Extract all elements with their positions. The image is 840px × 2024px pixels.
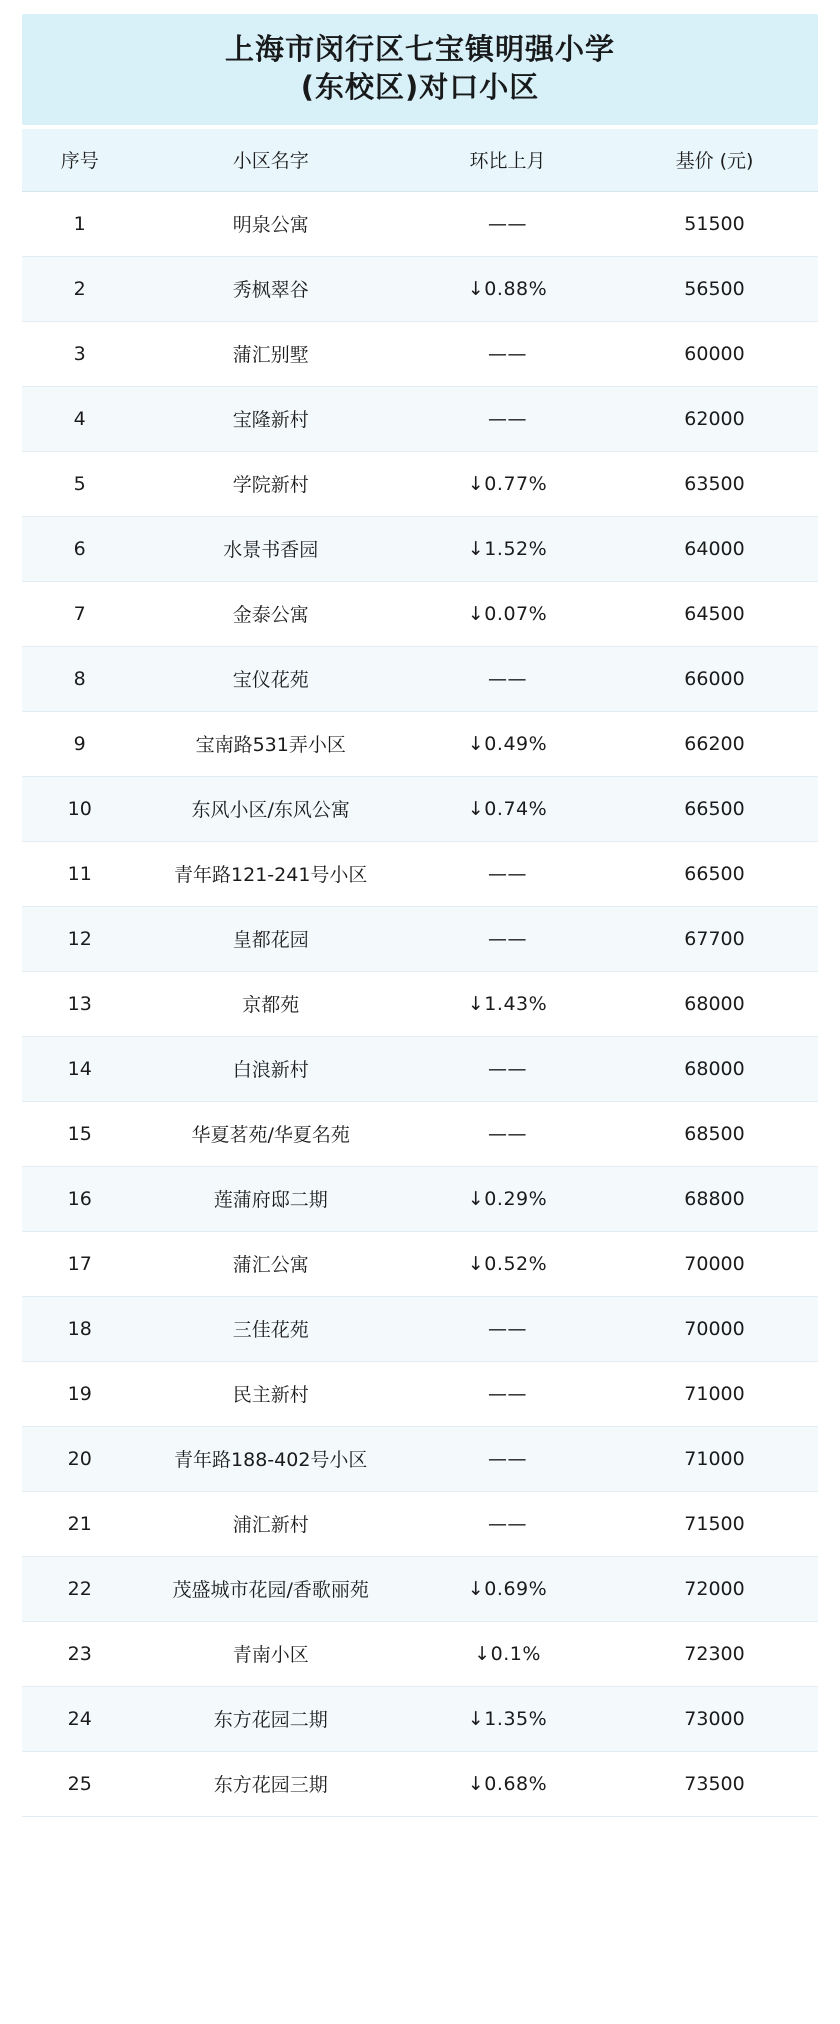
cell-base-price: 66000 <box>611 646 818 711</box>
table-row <box>22 1621 818 1686</box>
cell-community-name: 青年路188-402号小区 <box>137 1426 404 1491</box>
cell-month-change: —— <box>404 1491 611 1556</box>
cell-month-change: ↓0.29% <box>404 1166 611 1231</box>
cell-month-change: ↓0.69% <box>404 1556 611 1621</box>
cell-index: 4 <box>22 386 137 451</box>
cell-index: 13 <box>22 971 137 1036</box>
cell-index: 10 <box>22 776 137 841</box>
cell-community-name: 青南小区 <box>137 1621 404 1686</box>
cell-month-change: ↓0.77% <box>404 451 611 516</box>
table-row <box>22 321 818 386</box>
cell-index: 20 <box>22 1426 137 1491</box>
community-price-table <box>22 129 818 1817</box>
cell-community-name: 蒲汇别墅 <box>137 321 404 386</box>
cell-community-name: 民主新村 <box>137 1361 404 1426</box>
cell-base-price: 73000 <box>611 1686 818 1751</box>
cell-index: 7 <box>22 581 137 646</box>
cell-index: 8 <box>22 646 137 711</box>
cell-base-price: 66500 <box>611 776 818 841</box>
column-header-price: 基价 (元) <box>611 129 818 192</box>
cell-base-price: 71000 <box>611 1426 818 1491</box>
table-row <box>22 516 818 581</box>
cell-index: 9 <box>22 711 137 776</box>
cell-base-price: 70000 <box>611 1296 818 1361</box>
cell-community-name: 三佳花苑 <box>137 1296 404 1361</box>
table-row <box>22 1231 818 1296</box>
page-title-line-1: 上海市闵行区七宝镇明强小学 <box>224 32 615 66</box>
cell-index: 16 <box>22 1166 137 1231</box>
cell-index: 15 <box>22 1101 137 1166</box>
table-row <box>22 256 818 321</box>
cell-month-change: ↓0.74% <box>404 776 611 841</box>
cell-base-price: 72000 <box>611 1556 818 1621</box>
table-row <box>22 646 818 711</box>
cell-index: 25 <box>22 1751 137 1816</box>
cell-community-name: 青年路121-241号小区 <box>137 841 404 906</box>
cell-index: 12 <box>22 906 137 971</box>
table-row <box>22 776 818 841</box>
cell-base-price: 67700 <box>611 906 818 971</box>
cell-community-name: 水景书香园 <box>137 516 404 581</box>
cell-month-change: ↓0.07% <box>404 581 611 646</box>
cell-month-change: ↓0.68% <box>404 1751 611 1816</box>
table-row <box>22 1751 818 1816</box>
cell-community-name: 东方花园三期 <box>137 1751 404 1816</box>
cell-index: 3 <box>22 321 137 386</box>
table-row <box>22 1491 818 1556</box>
cell-community-name: 金泰公寓 <box>137 581 404 646</box>
cell-community-name: 秀枫翠谷 <box>137 256 404 321</box>
column-header-change: 环比上月 <box>404 129 611 192</box>
table-row <box>22 1361 818 1426</box>
cell-base-price: 68800 <box>611 1166 818 1231</box>
cell-community-name: 皇都花园 <box>137 906 404 971</box>
cell-month-change: —— <box>404 1426 611 1491</box>
cell-month-change: ↓0.52% <box>404 1231 611 1296</box>
table-row <box>22 451 818 516</box>
cell-index: 24 <box>22 1686 137 1751</box>
cell-community-name: 明泉公寓 <box>137 191 404 256</box>
table-row <box>22 1686 818 1751</box>
cell-community-name: 宝隆新村 <box>137 386 404 451</box>
table-row <box>22 971 818 1036</box>
cell-index: 21 <box>22 1491 137 1556</box>
cell-index: 1 <box>22 191 137 256</box>
cell-base-price: 70000 <box>611 1231 818 1296</box>
cell-community-name: 白浪新村 <box>137 1036 404 1101</box>
cell-base-price: 71500 <box>611 1491 818 1556</box>
column-header-name: 小区名字 <box>137 129 404 192</box>
cell-community-name: 华夏茗苑/华夏名苑 <box>137 1101 404 1166</box>
cell-month-change: —— <box>404 191 611 256</box>
table-row <box>22 386 818 451</box>
cell-community-name: 宝仪花苑 <box>137 646 404 711</box>
cell-month-change: ↓0.88% <box>404 256 611 321</box>
cell-month-change: —— <box>404 841 611 906</box>
cell-base-price: 60000 <box>611 321 818 386</box>
cell-base-price: 64000 <box>611 516 818 581</box>
cell-base-price: 51500 <box>611 191 818 256</box>
table-row <box>22 1296 818 1361</box>
cell-community-name: 东风小区/东风公寓 <box>137 776 404 841</box>
cell-index: 19 <box>22 1361 137 1426</box>
table-header-row <box>22 129 818 192</box>
table-header <box>22 129 818 192</box>
page-title-line-2: (东校区)对口小区 <box>300 70 540 105</box>
cell-base-price: 63500 <box>611 451 818 516</box>
cell-community-name: 宝南路531弄小区 <box>137 711 404 776</box>
cell-index: 2 <box>22 256 137 321</box>
table-row <box>22 1101 818 1166</box>
cell-month-change: —— <box>404 321 611 386</box>
cell-month-change: —— <box>404 646 611 711</box>
cell-base-price: 66500 <box>611 841 818 906</box>
cell-community-name: 京都苑 <box>137 971 404 1036</box>
table-row <box>22 1426 818 1491</box>
column-header-index: 序号 <box>22 129 137 192</box>
cell-index: 17 <box>22 1231 137 1296</box>
cell-base-price: 64500 <box>611 581 818 646</box>
cell-month-change: —— <box>404 386 611 451</box>
cell-month-change: ↓0.1% <box>404 1621 611 1686</box>
cell-month-change: —— <box>404 1296 611 1361</box>
cell-month-change: —— <box>404 1361 611 1426</box>
cell-base-price: 72300 <box>611 1621 818 1686</box>
cell-community-name: 蒲汇公寓 <box>137 1231 404 1296</box>
cell-index: 5 <box>22 451 137 516</box>
cell-month-change: ↓1.35% <box>404 1686 611 1751</box>
cell-month-change: ↓0.49% <box>404 711 611 776</box>
table-row <box>22 191 818 256</box>
cell-base-price: 66200 <box>611 711 818 776</box>
cell-month-change: —— <box>404 1036 611 1101</box>
cell-community-name: 茂盛城市花园/香歌丽苑 <box>137 1556 404 1621</box>
page-title <box>22 14 818 125</box>
cell-base-price: 71000 <box>611 1361 818 1426</box>
cell-month-change: ↓1.43% <box>404 971 611 1036</box>
cell-base-price: 68500 <box>611 1101 818 1166</box>
cell-base-price: 73500 <box>611 1751 818 1816</box>
table-row <box>22 581 818 646</box>
cell-community-name: 浦汇新村 <box>137 1491 404 1556</box>
cell-month-change: ↓1.52% <box>404 516 611 581</box>
cell-index: 6 <box>22 516 137 581</box>
cell-index: 23 <box>22 1621 137 1686</box>
cell-base-price: 68000 <box>611 1036 818 1101</box>
cell-index: 11 <box>22 841 137 906</box>
cell-index: 22 <box>22 1556 137 1621</box>
cell-community-name: 莲蒲府邸二期 <box>137 1166 404 1231</box>
cell-month-change: —— <box>404 1101 611 1166</box>
cell-index: 18 <box>22 1296 137 1361</box>
cell-base-price: 62000 <box>611 386 818 451</box>
cell-base-price: 56500 <box>611 256 818 321</box>
table-body <box>22 191 818 1816</box>
cell-community-name: 东方花园二期 <box>137 1686 404 1751</box>
table-row <box>22 906 818 971</box>
cell-month-change: —— <box>404 906 611 971</box>
cell-community-name: 学院新村 <box>137 451 404 516</box>
table-row <box>22 1556 818 1621</box>
table-row <box>22 711 818 776</box>
cell-base-price: 68000 <box>611 971 818 1036</box>
table-row <box>22 1036 818 1101</box>
cell-index: 14 <box>22 1036 137 1101</box>
table-row <box>22 841 818 906</box>
table-row <box>22 1166 818 1231</box>
